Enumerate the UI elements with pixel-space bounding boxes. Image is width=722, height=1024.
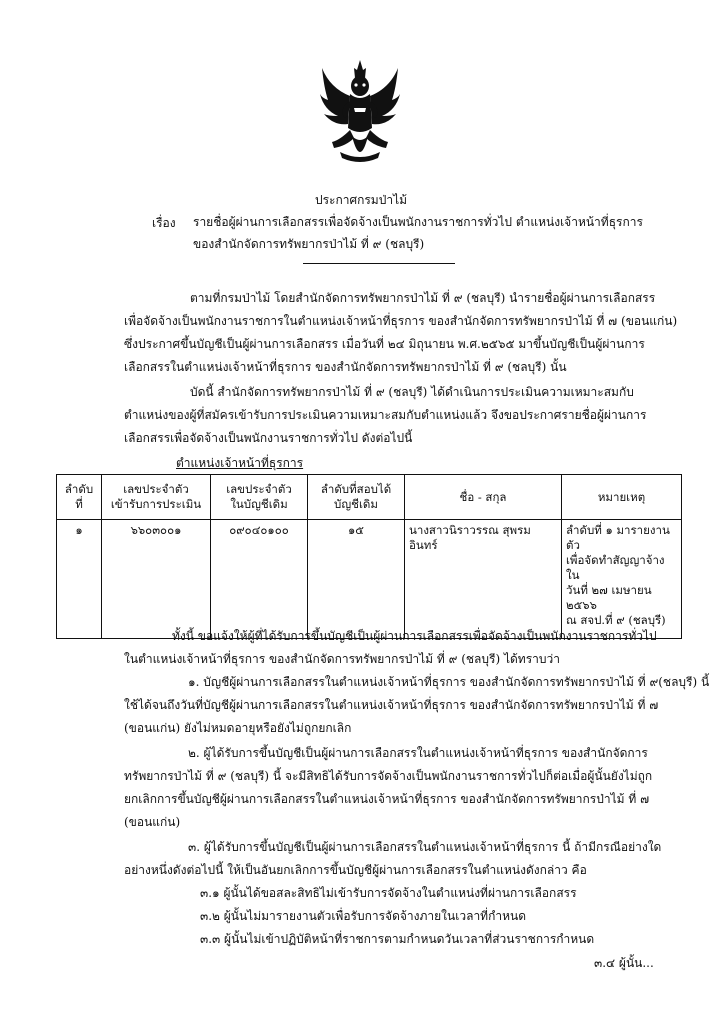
item-3-line: อย่างหนึ่งดังต่อไปนี้ ให้เป็นอันยกเลิกการขึ้นบัญชีผู้ผ่านการเลือกสรรในตำแหน่งดังกล่าว คือ xyxy=(124,863,587,877)
announcement-title: ประกาศกรมป่าไม้ xyxy=(314,193,408,207)
item-1-line: ใช้ได้จนถึงวันที่บัญชีผู้ผ่านการเลือกสรรในตำแหน่งเจ้าหน้าที่ธุรการ ของสำนักจัดการทรัพยากรป่าไม้ ที่ ๗ xyxy=(124,698,659,712)
title-divider xyxy=(303,263,455,264)
intro-line: เพื่อจัดจ้างเป็นพนักงานราชการในตำแหน่งเจ้าหน้าที่ธุรการ ของสำนักจัดการทรัพยากรป่าไม้ ที่ ๗ (ขอนแก่น) xyxy=(124,314,678,328)
now-line: เลือกสรรเพื่อจัดจ้างเป็นพนักงานราชการทั่วไป ดังต่อไปนี้ xyxy=(124,431,413,445)
item-2-line: ทรัพยากรป่าไม้ ที่ ๙ (ชลบุรี) นี้ จะมีสิทธิได้รับการจัดจ้างเป็นพนักงานราชการทั่วไปก็ต่อเมื่อผู้นั้นยังไม่ถูก xyxy=(124,769,653,783)
header-orig-id: เลขประจำตัว ในบัญชีเดิม xyxy=(211,475,308,520)
item-2-line: ยกเลิกการขึ้นบัญชีผู้ผ่านการเลือกสรรในตำแหน่งเจ้าหน้าที่ธุรการ ของสำนักจัดการทรัพยากรป่าไม้ ที่ ๗ xyxy=(124,792,650,806)
header-rank: ลำดับที่สอบได้ บัญชีเดิม xyxy=(308,475,405,520)
notice-line: ทั้งนี้ ขอแจ้งให้ผู้ที่ได้รับการขึ้นบัญชีเป็นผู้ผ่านการเลือกสรรเพื่อจัดจ้างเป็นพนักงานราชการทั่วไป xyxy=(172,629,657,643)
subject-line: ของสำนักจัดการทรัพยากรป่าไม้ ที่ ๙ (ชลบุรี) xyxy=(193,237,425,251)
header-eval-id: เลขประจำตัว เข้ารับการประเมิน xyxy=(102,475,211,520)
item-1-line: ๑. บัญชีผู้ผ่านการเลือกสรรในตำแหน่งเจ้าหน้าที่ธุรการ ของสำนักจัดการทรัพยากรป่าไม้ ที่ ๙(ชลบุรี) นี้ xyxy=(188,675,710,689)
position-heading: ตำแหน่งเจ้าหน้าที่ธุรการ xyxy=(176,456,304,470)
subject-label: เรื่อง xyxy=(152,216,176,230)
notice-line: ในตำแหน่งเจ้าหน้าที่ธุรการ ของสำนักจัดการทรัพยากรป่าไม้ ที่ ๙ (ชลบุรี) ได้ทราบว่า xyxy=(124,652,560,666)
intro-line: เลือกสรรในตำแหน่งเจ้าหน้าที่ธุรการ ของสำนักจัดการทรัพยากรป่าไม้ ที่ ๙ (ชลบุรี) นั้น xyxy=(124,360,567,374)
continuation-note: ๓.๔ ผู้นั้น... xyxy=(594,956,654,970)
cell-remark: ลำดับที่ ๑ มารายงานตัว เพื่อจัดทำสัญญาจ้างใน วันที่ ๒๗ เมษายน ๒๕๖๖ ณ สจป.ที่ ๙ (ชลบุรี) xyxy=(562,520,682,639)
sub-item: ๓.๑ ผู้นั้นได้ขอสละสิทธิไม่เข้ารับการจัดจ้างในตำแหน่งที่ผ่านการเลือกสรร xyxy=(200,886,577,900)
cell-orig-id: ๐๙๐๔๐๑๐๐ xyxy=(211,520,308,639)
now-line: บัดนี้ สำนักจัดการทรัพยากรป่าไม้ ที่ ๙ (ชลบุรี) ได้ดำเนินการประเมินความเหมาะสมกับ xyxy=(190,385,634,399)
sub-item: ๓.๒ ผู้นั้นไม่มารายงานตัวเพื่อรับการจัดจ้างภายในเวลาที่กำหนด xyxy=(200,909,526,923)
table-row xyxy=(57,520,682,639)
header-remark: หมายเหตุ xyxy=(562,475,682,520)
intro-line: ซึ่งประกาศขึ้นบัญชีเป็นผู้ผ่านการเลือกสรร เมื่อวันที่ ๒๔ มิถุนายน พ.ศ.๒๕๖๕ มาขึ้นบัญชีเป็นผู้ผ่านการ xyxy=(124,337,645,351)
now-line: ตำแหน่งของผู้ที่สมัครเข้ารับการประเมินความเหมาะสมกับตำแหน่งแล้ว จึงขอประกาศรายชื่อผู้ผ่านการ xyxy=(124,408,647,422)
item-2-line: (ขอนแก่น) xyxy=(124,815,181,829)
table-header-row xyxy=(57,475,682,520)
subject-line: รายชื่อผู้ผ่านการเลือกสรรเพื่อจัดจ้างเป็นพนักงานราชการทั่วไป ตำแหน่งเจ้าหน้าที่ธุรการ xyxy=(193,215,643,229)
cell-name: นางสาวนิราวรรณ สุพรมอินทร์ xyxy=(405,520,562,639)
item-2-line: ๒. ผู้ได้รับการขึ้นบัญชีเป็นผู้ผ่านการเลือกสรรในตำแหน่งเจ้าหน้าที่ธุรการ ของสำนักจัดการ xyxy=(188,746,648,760)
cell-eval-id: ๖๖๐๓๐๐๑ xyxy=(102,520,211,639)
intro-line: ตามที่กรมป่าไม้ โดยสำนักจัดการทรัพยากรป่าไม้ ที่ ๙ (ชลบุรี) นำรายชื่อผู้ผ่านการเลือกสรร xyxy=(190,291,656,305)
results-table xyxy=(56,474,682,639)
sub-item: ๓.๓ ผู้นั้นไม่เข้าปฏิบัติหน้าที่ราชการตามกำหนดวันเวลาที่ส่วนราชการกำหนด xyxy=(200,932,595,946)
garuda-emblem-icon xyxy=(318,58,402,170)
cell-rank: ๑๕ xyxy=(308,520,405,639)
header-name: ชื่อ - สกุล xyxy=(405,475,562,520)
cell-no: ๑ xyxy=(57,520,102,639)
item-3-line: ๓. ผู้ได้รับการขึ้นบัญชีเป็นผู้ผ่านการเลือกสรรในตำแหน่งเจ้าหน้าที่ธุรการ นี้ ถ้ามีกรณีอย่างใด xyxy=(188,840,662,854)
header-no: ลำดับ ที่ xyxy=(57,475,102,520)
item-1-line: (ขอนแก่น) ยังไม่หมดอายุหรือยังไม่ถูกยกเลิก xyxy=(124,721,352,735)
